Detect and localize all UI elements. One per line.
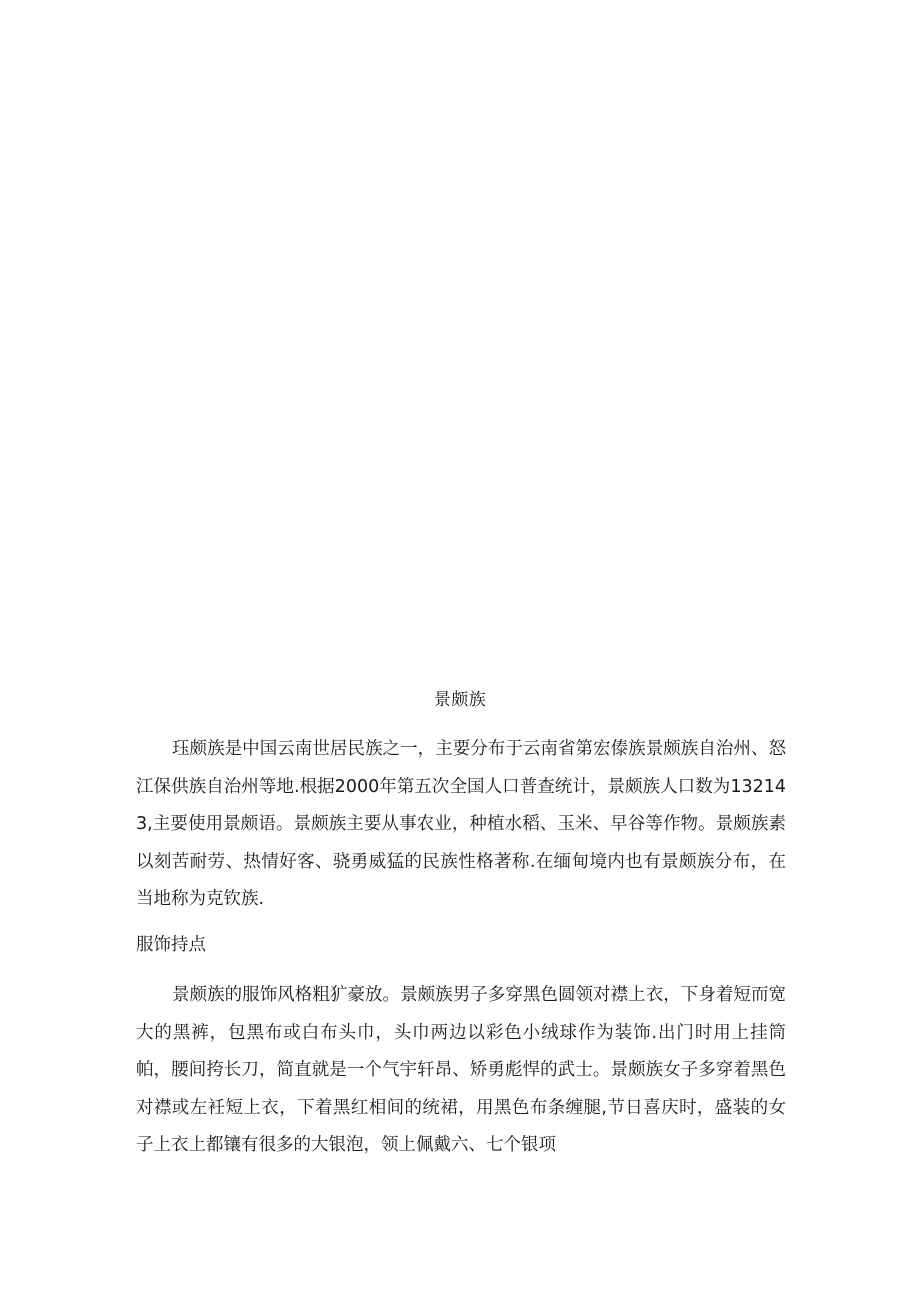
section-heading: 服饰持点 xyxy=(136,935,206,955)
clothing-paragraph: 景颇族的服饰风格粗犷豪放。景颇族男子多穿黑色圆领对襟上衣，下身着短而宽大的黑裤，包黑布或白布头巾，头巾两边以彩色小绒球作为装饰.出门时用上挂筒帕，腰间挎长刀，简直就是一个气宇轩昂、矫勇彪悍的武士。景颇族女子多穿着黑色对襟或左衽短上衣，下着黑红相间的统裙，用黑色布条缠腿,节日喜庆时，盛装的女子上衣上都镶有很多的大银泡，领上佩戴六、七个银项 xyxy=(136,985,786,1155)
intro-paragraph: 珏颇族是中国云南世居民族之一，主要分布于云南省第宏傣族景颇族自治州、怒江保供族自治州等地.根据2000年第五次全国人口普查统计，景颇族人口数为132143,主要使用景颇语。景颇族主要从事农业，种植水稻、玉米、早谷等作物。景颇族素以刻苦耐劳、热情好客、骁勇威猛的民族性格著称.在缅甸境内也有景颇族分布，在当地称为克钦族. xyxy=(136,739,786,909)
document-title: 景颇族 xyxy=(433,690,487,710)
